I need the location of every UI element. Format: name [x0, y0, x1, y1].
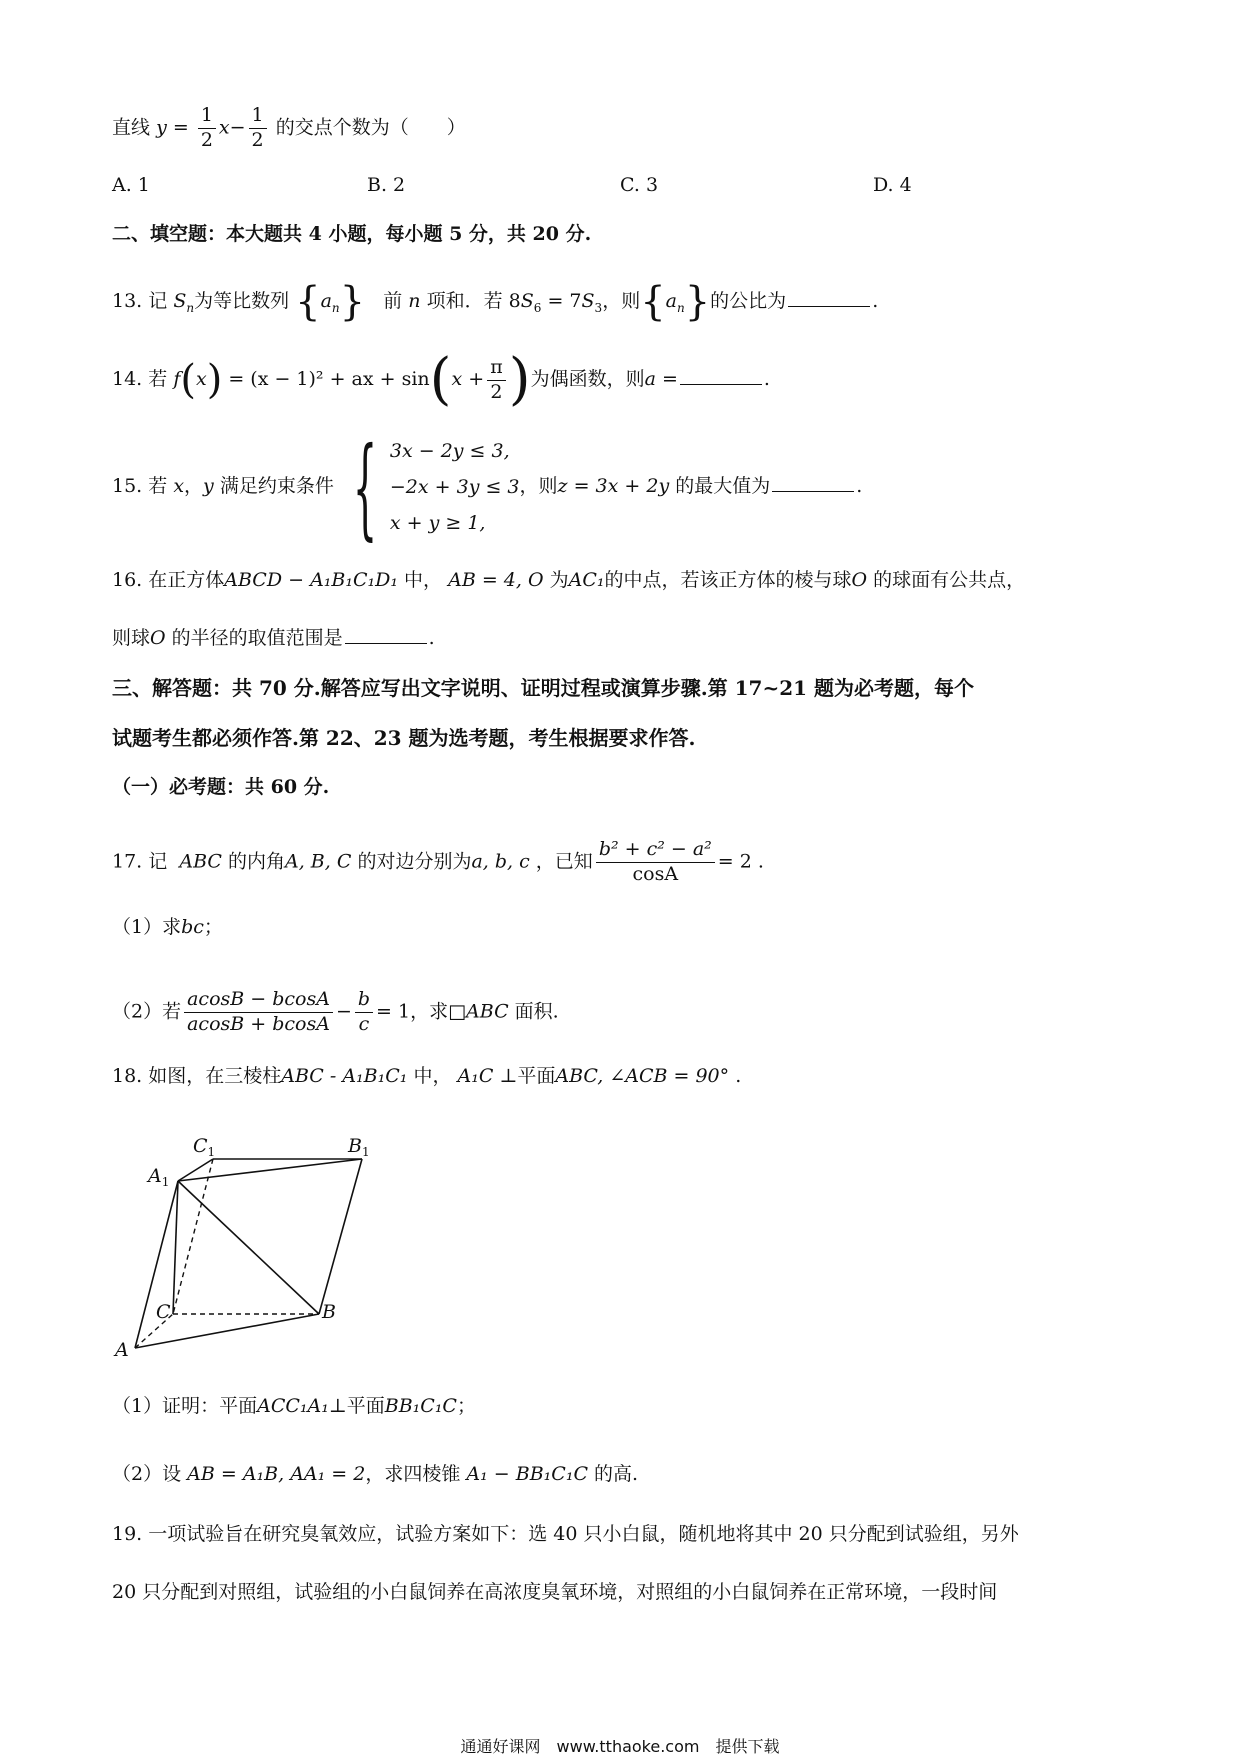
- answer-blank-14: [680, 383, 762, 385]
- label-a1: $A_1$: [148, 1165, 170, 1189]
- edge-a1-c: [173, 1181, 178, 1314]
- q14: 14. 若 f(x) = (x − 1)² + ax + sin(x + $\frac{\pi}{2}$ )为偶函数，则a = .: [112, 347, 770, 412]
- q12-tail: 直线 y = $\frac{1}{2}$ x− $\frac{1}{2}$ 的交点个数为（ ）: [112, 104, 466, 151]
- answer-blank-13: [788, 305, 870, 307]
- prism-figure: [110, 1130, 370, 1360]
- q16-line2: 则球O 的半径的取值范围是 .: [112, 627, 435, 649]
- section3-title-line1: 三、解答题：共 70 分.解答应写出文字说明、证明过程或演算步骤.第 17~21 题为必考题，每个: [112, 676, 975, 700]
- edge-b1-b: [319, 1159, 362, 1314]
- label-b: B: [322, 1301, 336, 1323]
- q17: 17. 记 ABC 的内角A, B, C 的对边分别为a, b, c ，已知 $\frac{\text{b² + c² − a²}}{\cos A}$ = 2 .: [112, 838, 764, 885]
- fraction-pi-over-2: $\frac{\pi}{2}$: [487, 356, 506, 405]
- section3-title-line2: 试题考生都必须作答.第 22、23 题为选考题，考生根据要求作答.: [112, 726, 696, 750]
- section2-title: 二、填空题：本大题共 4 小题，每小题 5 分，共 20 分.: [112, 223, 592, 245]
- q16-line1: 16. 在正方体ABCD − A₁B₁C₁D₁ 中， AB = 4, O 为AC₁的中点，若该正方体的棱与球O 的球面有公共点，: [112, 569, 1026, 591]
- q17-part1: （1）求bc；: [112, 916, 223, 938]
- q18-part2: （2）设 AB = A₁B, AA₁ = 2，求四棱锥 A₁ − BB₁C₁C 的高.: [112, 1463, 639, 1485]
- q17-part2: （2）若 $\frac{acosB - bcosA}{acosB + bcosA}$ − $\frac{b}{c}$ = 1，求□ABC 面积.: [112, 988, 559, 1035]
- q17-fraction-1: $\frac{acosB - bcosA}{acosB + bcosA}$: [184, 988, 333, 1037]
- section3-subtitle: （一）必考题：共 60 分.: [112, 776, 330, 798]
- q15: 15. 若 x，y 满足约束条件 { 3x − 2y ≤ 3, −2x + 3y ≤ 3 x + y ≥ 1, ，则z = 3x + 2y 的最大值为 .: [112, 423, 863, 551]
- answer-blank-15: [772, 490, 854, 492]
- q18-part1: （1）证明：平面ACC₁A₁⊥平面BB₁C₁C；: [112, 1395, 476, 1417]
- label-c1: $C_1$: [193, 1135, 216, 1159]
- answer-blank-16: [345, 642, 427, 644]
- label-c: C: [156, 1301, 171, 1323]
- q13: 13. 记 $S_n$为等比数列 $\{a_n\}$ 前 n 项和．若 $8S_6 = 7S_3$，则$\{a_n\}$的公比为 .: [112, 279, 879, 325]
- constraint-system: { 3x − 2y ≤ 3, −2x + 3y ≤ 3 x + y ≥ 1,: [352, 423, 520, 551]
- edge-a1-b1: [178, 1159, 362, 1181]
- page-footer: 通通好课网 www.tthaoke.com 提供下载: [460, 1737, 780, 1756]
- edge-a1-b: [178, 1181, 319, 1314]
- fraction-half-2: $\frac{1}{2}$: [249, 104, 267, 153]
- q17-fraction-2: $\frac{b}{c}$: [355, 988, 373, 1037]
- q17-condition-fraction: $\frac{\text{b² + c² − a²}}{\cos A}$: [596, 838, 715, 887]
- fraction-half: $\frac{1}{2}$: [198, 104, 216, 153]
- q18: 18. 如图，在三棱柱ABC - A₁B₁C₁ 中， A₁C ⊥平面ABC, ∠ACB = 90° .: [112, 1065, 742, 1087]
- q19-line2: 20 只分配到对照组，试验组的小白鼠饲养在高浓度臭氧环境，对照组的小白鼠饲养在正常环境，一段时间: [112, 1581, 998, 1603]
- q12-option-a: A. 1: [112, 174, 150, 196]
- q12-option-b: B. 2: [367, 174, 406, 196]
- q19-line1: 19. 一项试验旨在研究臭氧效应，试验方案如下：选 40 只小白鼠，随机地将其中 20 只分配到试验组，另外: [112, 1523, 1019, 1545]
- q12-option-d: D. 4: [873, 174, 912, 196]
- label-a: A: [115, 1339, 129, 1360]
- label-b1: $B_1$: [348, 1135, 370, 1159]
- q12-option-c: C. 3: [620, 174, 659, 196]
